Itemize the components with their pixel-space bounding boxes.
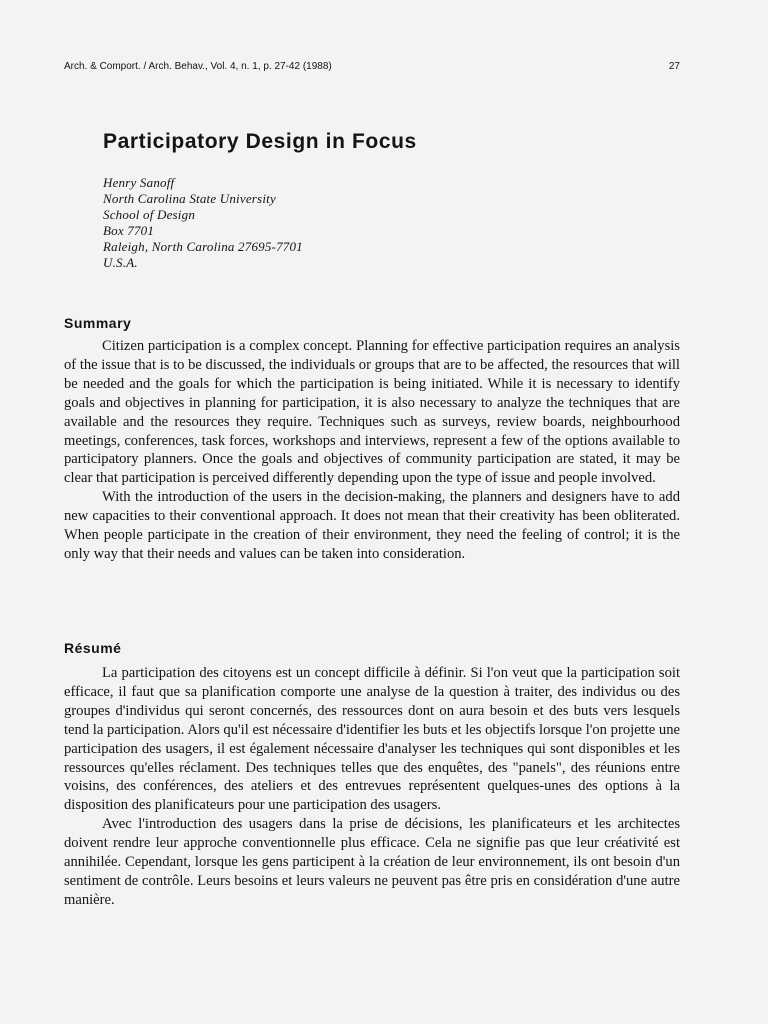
resume-paragraph: Avec l'introduction des usagers dans la prise de décisions, les planificateurs et les architectes doivent rendre leur approche conventionnelle plus efficace. Cela ne signifie pas que leur créativité est annihilée. Cependant, lorsque les gens participent à la création de leur environnement, ils ont besoin d'un sentiment de contrôle. Leurs besoins et leurs valeurs ne peuvent pas être pris en considération d'une autre manière. [64,816,680,908]
summary-paragraph: Citizen participation is a complex concept. Planning for effective participation requires an analysis of the issue that is to be discussed, the individuals or groups that are to be affected, the resources that will be needed and the goals for which the participation is being initiated. While it is necessary to identify goals and objectives in planning for participation, it is also necessary to analyze the techniques that are available and the resources they require. Techniques such as surveys, review boards, neighbourhood meetings, conferences, task forces, workshops and interviews, represent a few of the options available to participatory planners. Once the goals and objectives of community participation are stated, it may be clear that participation is perceived differently depending upon the type of issue and people involved. [64,338,680,487]
summary-heading: Summary [64,315,132,331]
journal-citation: Arch. & Comport. / Arch. Behav., Vol. 4, n. 1, p. 27-42 (1988) [64,61,332,72]
article-title: Participatory Design in Focus [103,130,417,153]
author-name: Henry Sanoff [103,175,175,190]
page-number: 27 [668,61,680,72]
resume-paragraph: La participation des citoyens est un concept difficile à définir. Si l'on veut que la participation soit efficace, il faut que sa planification comporte une analyse de la question à traiter, des individus ou des groupes d'individus qui seront concernés, des ressources dont on aura besoin et des buts vers lesquels tend la participation. Alors qu'il est nécessaire d'identifier les buts et les objectifs lorsque l'on projette une participation des usagers, il est également nécessaire d'analyser les techniques qui sont disponibles et les ressources qu'elles réclament. Des techniques telles que des enquêtes, des "panels", des réunions entre voisins, des conférences, des ateliers et des entrevues représentent quelques-unes des options à la disposition des planificateurs pour une participation des usagers. [64,665,680,814]
author-affiliation-university: North Carolina State University [103,191,276,206]
resume-heading: Résumé [64,640,122,656]
author-block [103,175,303,271]
author-affiliation-school: School of Design [103,207,196,222]
summary-body [64,337,680,564]
summary-paragraph: With the introduction of the users in the decision-making, the planners and designers have to add new capacities to their conventional approach. It does not mean that their creativity has been obliterated. When people participate in the creation of their environment, they need the feeling of control; it is the only way that their needs and values can be taken into consideration. [64,489,680,562]
author-affiliation-city: Raleigh, North Carolina 27695-7701 [103,239,303,254]
author-affiliation-country: U.S.A. [103,255,138,270]
author-affiliation-box: Box 7701 [103,223,155,238]
resume-body [64,664,680,910]
running-header [64,60,680,74]
